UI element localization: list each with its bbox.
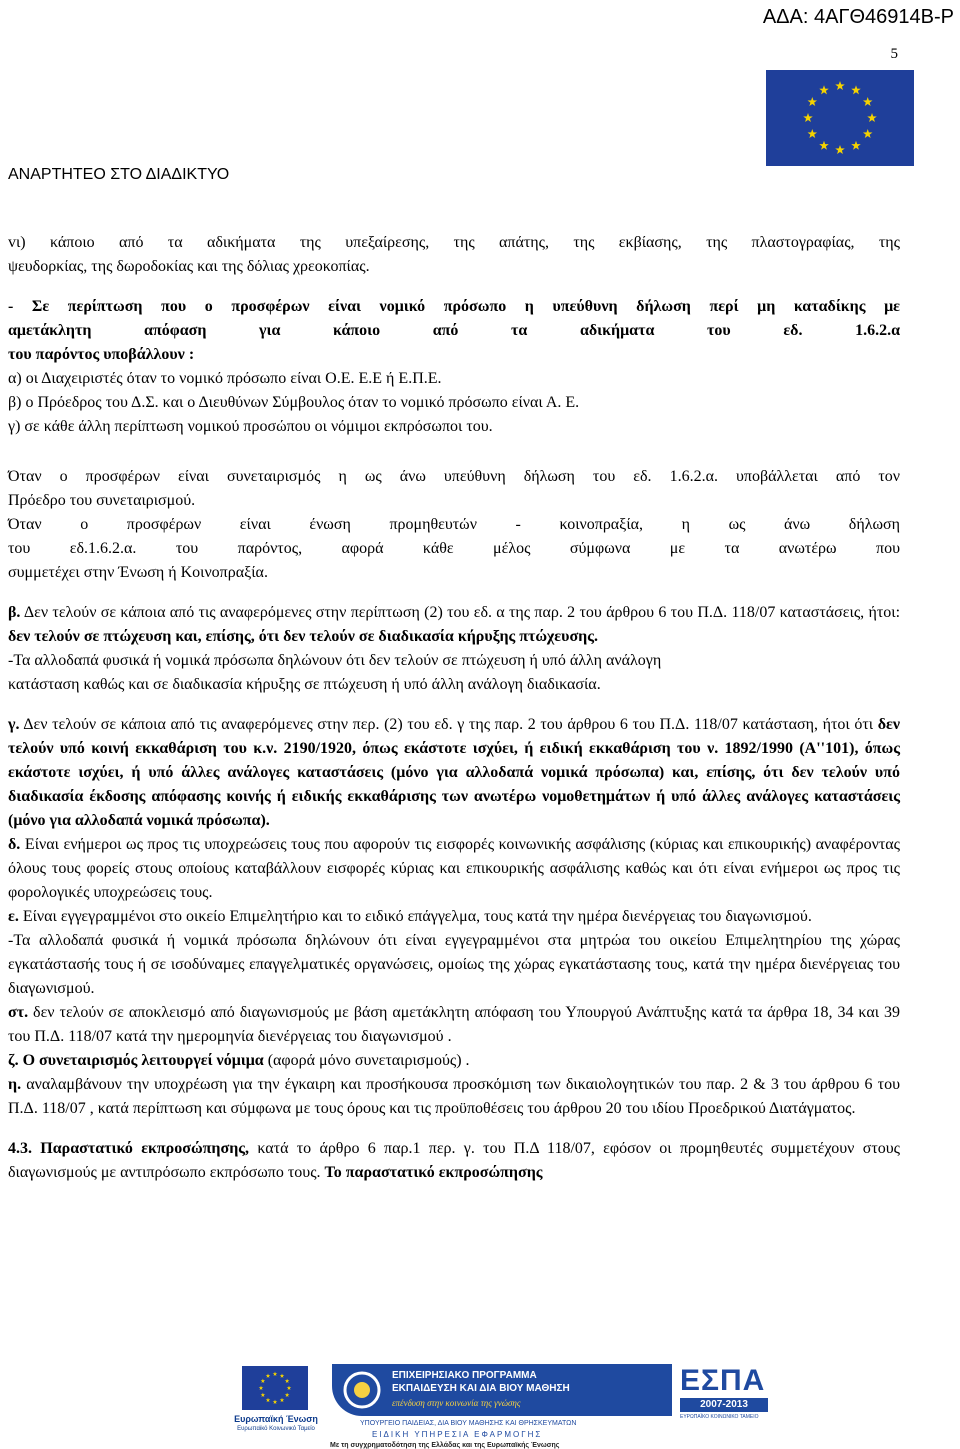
funding-footer bbox=[0, 1364, 960, 1447]
para-label: η. bbox=[8, 1076, 22, 1093]
ada-code: ΑΔΑ: 4ΑΓΘ46914Β-Ρ bbox=[762, 6, 954, 28]
list-item: β) ο Πρόεδρος του Δ.Σ. και ο Διευθύνων Σύμβουλος όταν το νομικό πρόσωπο είναι Α. Ε. bbox=[8, 394, 580, 411]
text-line: Πρόεδρο του συνεταιρισμού. bbox=[8, 492, 196, 509]
para-text: δεν τελούν σε αποκλεισμό από διαγωνισμούς με βάση αμετάκλητη απόφαση του Υπουργού Ανάπτυξης κατά τα άρθρα 18, 34 και 39 του Π.Δ. 118/07 κατά την ημερομηνία διενέργειας του διαγωνισμού . bbox=[8, 1004, 900, 1045]
espa-subtitle: ΕΥΡΩΠΑΪΚΟ ΚΟΙΝΩΝΙΚΟ ΤΑΜΕΙΟ bbox=[680, 1414, 759, 1420]
text-line: ψευδορκίας, της δωροδοκίας και της δόλιας χρεοκοπίας. bbox=[8, 258, 370, 275]
para-label: ζ. bbox=[8, 1052, 19, 1069]
paragraph-st bbox=[8, 1001, 900, 1049]
text-line bbox=[8, 319, 900, 343]
bold-text: Ο συνεταιρισμός λειτουργεί νόμιμα bbox=[18, 1052, 264, 1069]
program-subtitle: ΕΚΠΑΙΔΕΥΣΗ ΚΑΙ ΔΙΑ ΒΙΟΥ ΜΑΘΗΣΗ bbox=[392, 1383, 570, 1394]
para-label: β. bbox=[8, 604, 21, 621]
espa-logo bbox=[680, 1364, 780, 1424]
text-line: -Τα αλλοδαπά φυσικά ή νομικά πρόσωπα δηλώνουν ότι δεν τελούν σε πτώχευση ή υπό άλλη ανάλογη bbox=[8, 652, 662, 669]
section-heading: 4.3. Παραστατικό εκπροσώπησης, bbox=[8, 1140, 250, 1157]
text-line: συμμετέχει στην Ένωση ή Κοινοπραξία. bbox=[8, 564, 268, 581]
paragraph-e bbox=[8, 905, 900, 929]
para-text: κατά το άρθρο 6 παρ.1 περ. γ. του Π.Δ 118/07, εφόσον οι προμηθευτές συμμετέχουν στους διαγωνισμούς με αντιπρόσωπο εκπρόσωπο τους. bbox=[8, 1140, 901, 1181]
para-text: Δεν τελούν σε κάποια από τις αναφερόμενες στην περ. (2) του εδ. γ της παρ. 2 του άρθρου 6 του Π.Δ. bbox=[19, 716, 690, 733]
text-line: του εδ.1.6.2.α. του παρόντος, αφορά κάθε μέλος σύμφωνα με τα ανωτέρω που bbox=[8, 540, 900, 557]
para-text: αναλαμβάνουν την υποχρέωση για την έγκαιρη και προσήκουσα προσκόμιση των δικαιολογητικών του παρ. 2 & 3 του άρθρου 6 του Π.Δ. 118/07 , κατά περίπτωση και σύμφωνα με τους όρους και τις προϋποθέσεις του άρθρου 20 του ιδίου Προεδρικού Διατάγματος. bbox=[8, 1076, 900, 1117]
publication-notice: ΑΝΑΡΤΗΤΕΟ ΣΤΟ ΔΙΑΔΙΚΤΥΟ bbox=[8, 166, 230, 183]
text-line: vι) κάποιο από τα αδικήματα της υπεξαίρεσης, της απάτης, της εκβίασης, της πλαστογραφίας, της bbox=[8, 234, 900, 251]
bold-text: Το παραστατικό εκπροσώπησης bbox=[324, 1164, 543, 1181]
text-line: -Τα αλλοδαπά φυσικά ή νομικά πρόσωπα δηλώνουν ότι είναι εγγεγραμμένοι στα μητρώα του οικείου Επιμελητηρίου της χώρας εγκατάστασής τους ή σε ισοδύναμες επαγγελματικές οργανώσεις, ομοίως της χώρας εγκατάστασης τους, κατά την ημέρα διενέργειας του διαγωνισμού. bbox=[8, 932, 900, 997]
eu-flag-icon bbox=[766, 70, 914, 166]
agency-name: ΕΙΔΙΚΗ ΥΠΗΡΕΣΙΑ ΕΦΑΡΜΟΓΗΣ bbox=[372, 1430, 543, 1439]
program-banner bbox=[332, 1364, 672, 1416]
ministry-name: ΥΠΟΥΡΓΕΙΟ ΠΑΙΔΕΙΑΣ, ΔΙΑ ΒΙΟΥ ΜΑΘΗΣΗΣ ΚΑΙ ΘΡΗΣΚΕΥΜΑΤΩΝ bbox=[360, 1420, 577, 1427]
para-text: Είναι εγγεγραμμένοι στο οικείο Επιμελητήριο και το ειδικό επάγγελμα, τους κατά την ημέρα διενέργειας του διαγωνισμού. bbox=[18, 908, 812, 925]
para-label: ε. bbox=[8, 908, 19, 925]
program-logo-icon bbox=[340, 1370, 384, 1410]
eu-subtitle: Ευρωπαϊκό Κοινωνικό Ταμείο bbox=[237, 1426, 315, 1432]
bold-text: του παρόντος υποβάλλουν : bbox=[8, 346, 195, 363]
section-4-3 bbox=[8, 1137, 900, 1185]
para-text: Π.Δ. 118/07 καταστάσεις, ήτοι: bbox=[697, 604, 901, 621]
para-text: (αφορά μόνο συνεταιρισμούς) . bbox=[263, 1052, 470, 1069]
list-item: γ) σε κάθε άλλη περίπτωση νομικού προσώπου οι νόμιμοι εκπρόσωποι του. bbox=[8, 418, 493, 435]
text-line: Όταν ο προσφέρων είναι ένωση προμηθευτών - κοινοπραξία, η ως άνω δήλωση bbox=[8, 516, 900, 533]
text-line bbox=[8, 295, 900, 319]
para-text: Δεν τελούν σε κάποια από τις αναφερόμενες στην περίπτωση (2) του εδ. α της παρ. 2 του άρθρου 6 του bbox=[20, 604, 694, 621]
para-label: δ. bbox=[8, 836, 21, 853]
text-line: κατάσταση καθώς και σε διαδικασία κήρυξης σε πτώχευση ή υπό άλλη ανάλογη διαδικασία. bbox=[8, 676, 601, 693]
paragraph-g bbox=[8, 713, 900, 833]
eu-title: Ευρωπαϊκή Ένωση bbox=[234, 1414, 318, 1424]
bold-text: αμετάκλητη απόφαση για κάποιο από τα αδικήματα του εδ. 1.6.2.α bbox=[8, 322, 900, 339]
paragraph-d bbox=[8, 833, 900, 905]
paragraph-h bbox=[8, 1073, 900, 1121]
eu-logo bbox=[230, 1366, 322, 1444]
document-body bbox=[8, 231, 900, 1185]
para-text: 118/07 κατάσταση, ήτοι ότι bbox=[693, 716, 878, 733]
espa-years: 2007-2013 bbox=[680, 1398, 768, 1412]
text-line bbox=[8, 343, 900, 367]
para-label: στ. bbox=[8, 1004, 29, 1021]
bold-text: δεν τελούν σε πτώχευση και, επίσης, ότι δεν τελούν σε διαδικασία κήρυξης πτώχευσης. bbox=[8, 628, 598, 645]
eu-flag-small-icon bbox=[242, 1366, 308, 1410]
list-item: α) οι Διαχειριστές όταν το νομικό πρόσωπο είναι Ο.Ε. Ε.Ε ή Ε.Π.Ε. bbox=[8, 370, 442, 387]
para-label: γ. bbox=[8, 716, 20, 733]
page-number: 5 bbox=[890, 46, 898, 62]
paragraph-b bbox=[8, 601, 900, 649]
cofunding-note: Με τη συγχρηματοδότηση της Ελλάδας και της Ευρωπαϊκής Ένωσης bbox=[330, 1442, 560, 1449]
bold-text: δεν τελούν υπό κοινή εκκαθάριση του κ.ν. 2190/1920, όπως εκάστοτε ισχύει, ή ειδική εκκαθάριση του ν. 1892/1990 (Α''101), όπως εκάστοτε ισχύει, ή υπό άλλες ανάλογες καταστάσεις (μόνο για αλλοδαπά νομικά πρόσωπα) και, επίσης, ότι δεν τελούν υπό διαδικασία έκδοσης απόφασης κοινής ή ειδικής εκκαθάρισης των ανωτέρω νομοθετημάτων ή υπό άλλες ανάλογες καταστάσεις (μόνο για αλλοδαπά νομικά πρόσωπα). bbox=[8, 716, 900, 829]
para-text: Είναι ενήμεροι ως προς τις υποχρεώσεις τους που αφορούν τις εισφορές κοινωνικής ασφάλισης (κύριας και επικουρικής) αναφέροντας όλους τους φορείς στους οποίους καταβάλλουν εισφορές κύριας και επικουρικής ασφάλισης καθώς και ότι είναι ενήμεροι ως προς τις φορολογικές υποχρεώσεις τους. bbox=[8, 836, 900, 901]
espa-title: ΕΣΠΑ bbox=[680, 1364, 766, 1397]
text-line: Όταν ο προσφέρων είναι συνεταιρισμός η ως άνω υπεύθυνη δήλωση του εδ. 1.6.2.α. υποβάλλεται από τον bbox=[8, 468, 900, 485]
program-title: ΕΠΙΧΕΙΡΗΣΙΑΚΟ ΠΡΟΓΡΑΜΜΑ bbox=[392, 1370, 537, 1381]
paragraph-z bbox=[8, 1049, 900, 1073]
program-slogan: επένδυση στην κοινωνία της γνώσης bbox=[392, 1398, 521, 1408]
bold-text: - Σε περίπτωση που ο προσφέρων είναι νομικό πρόσωπο η υπεύθυνη δήλωση περί μη καταδίκης με bbox=[8, 298, 900, 315]
